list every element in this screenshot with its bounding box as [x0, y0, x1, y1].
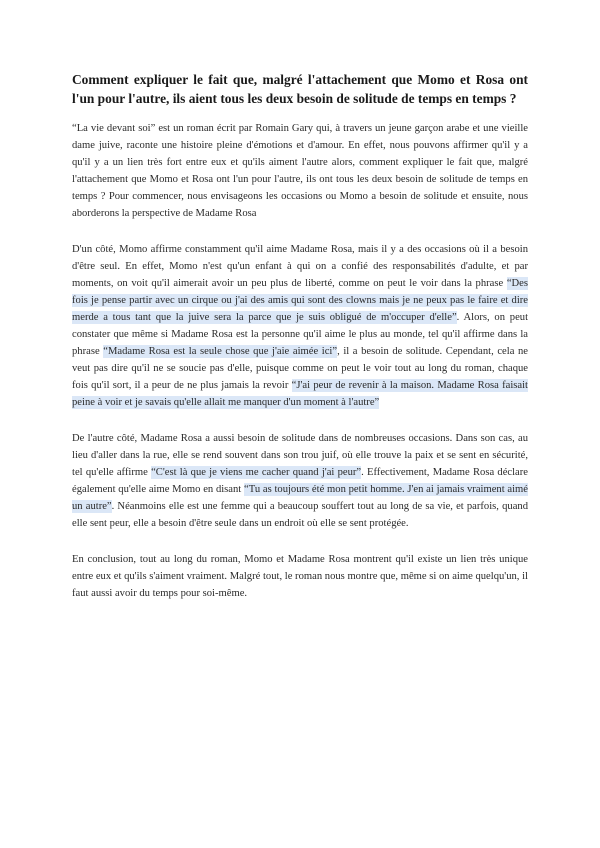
rosa-text-3: . Néanmoins elle est une femme qui a beaucoup souffert tout au long de sa vie, et parfois, quand elle sent peur, elle a besoin d'être seule dans un endroit où elle se sent protégée.: [72, 501, 528, 529]
highlighted-quote: “C'est là que je viens me cacher quand j'ai peur”: [151, 467, 362, 478]
intro-paragraph: “La vie devant soi” est un roman écrit par Romain Gary qui, à travers un jeune garçon arabe et une vieille dame juive, raconte une histoire pleine d'émotions et d'amour. En effet, nous pouvons affirmer qu'il y a qu'il y a un lien très fort entre eux et qu'ils aiment l'autre alors, comment expliquer le fait que, malgré l'attachement que Momo et Rosa ont l'un pour l'autre, ils ont tous les deux besoin de solitude de temps en temps ? Pour commencer, nous envisageons les occasions ou Momo a besoin de solitude et ensuite, nous aborderons la perspective de Madame Rosa: [72, 123, 528, 219]
rosa-text-2: . Effectivement, Madame Rosa déclare également qu'elle aime Momo en disant: [72, 467, 528, 495]
conclusion-paragraph: En conclusion, tout au long du roman, Momo et Madame Rosa montrent qu'il existe un lien très unique entre eux et qu'ils s'aiment vraiment. Malgré tout, le roman nous montre que, même si on aime quelqu'un, il faut aussi avoir du temps pour soi-même.: [72, 554, 528, 599]
momo-text-1: D'un côté, Momo affirme constamment qu'il aime Madame Rosa, mais il y a des occasions où il a besoin d'être seul. En effet, Momo n'est qu'un enfant à qui on a confié des responsabilités d'adulte, et par moments, on voit qu'il aimerait avoir un peu plus de liberté, comme on peut le voir dans la phrase: [72, 244, 528, 289]
rosa-text-1: De l'autre côté, Madame Rosa a aussi besoin de solitude dans de nombreuses occasions. Dans son cas, au lieu d'aller dans la rue, elle se rend souvent dans son trou juif, où elle trouve la paix et se sent en sécurité, tel qu'elle affirme: [72, 433, 528, 478]
essay-title: Comment expliquer le fait que, malgré l'attachement que Momo et Rosa ont l'un pour l'autre, ils aient tous les deux besoin de solitude de temps en temps ?: [72, 72, 528, 106]
highlighted-quote: “Tu as toujours été mon petit homme. J'en ai jamais vraiment aimé un autre”: [72, 484, 528, 512]
momo-paragraph: [72, 241, 528, 411]
rosa-paragraph: [72, 430, 528, 532]
highlighted-quote: “J'ai peur de revenir à la maison. Madame Rosa faisait peine à voir et je savais qu'elle allait me manquer d'un moment à l'autre”: [72, 380, 528, 408]
highlighted-quote: “Des fois je pense partir avec un cirque ou j'ai des amis qui sont des clowns mais je ne peux pas le faire et dire merde a tous tant que la juive sera la parce que je suis obligué de m'occuper d'elle”: [72, 278, 528, 323]
momo-text-2: . Alors, on peut constater que même si Madame Rosa est la personne qu'il aime le plus au monde, tel qu'il affirme dans la phrase: [72, 312, 529, 357]
momo-text-3: , il a besoin de solitude. Cependant, cela ne veut pas dire qu'il ne se soucie pas d'elle, puisque comme on peut le voir tout au long du roman, chaque fois qu'il sort, il a peur de ne plus jamais la revoir: [72, 346, 529, 391]
highlighted-quote: “Madame Rosa est la seule chose que j'aie aimée ici”: [103, 346, 338, 357]
